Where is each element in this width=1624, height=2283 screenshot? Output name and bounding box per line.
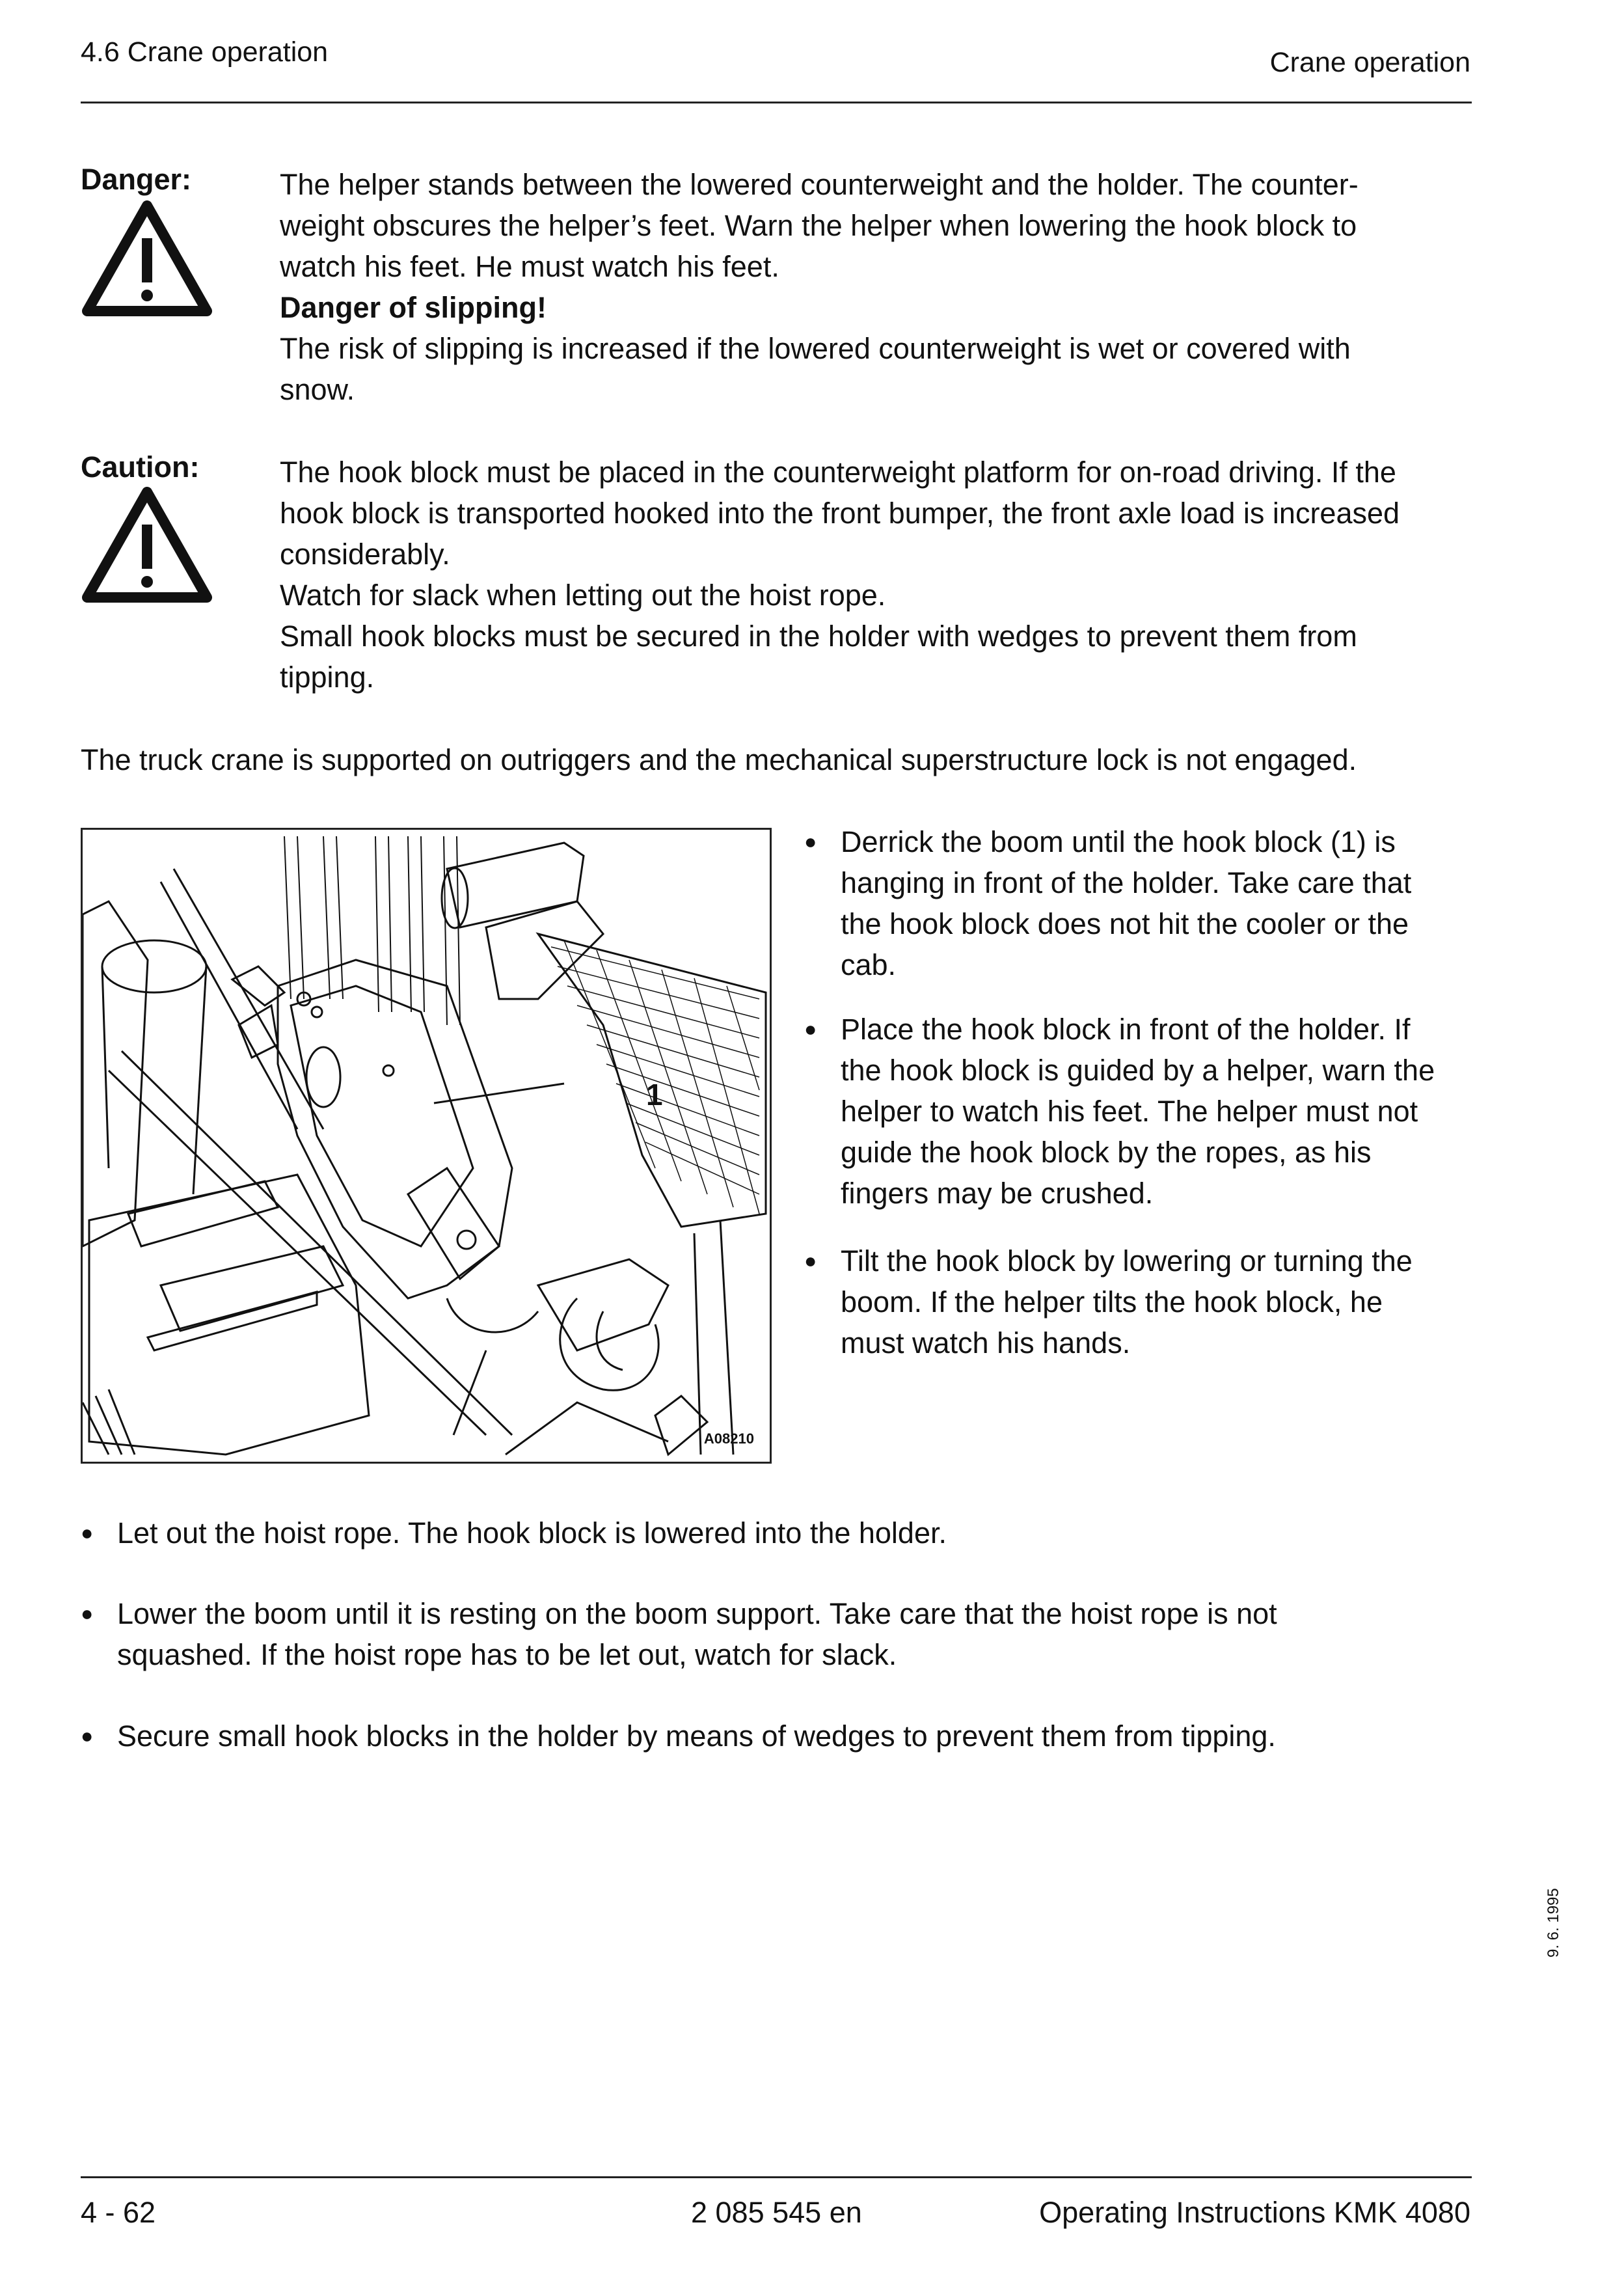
list-item [804, 1240, 1481, 1371]
list-item-line: cab. [841, 948, 897, 981]
list-item-line: Tilt the hook block by lowering or turning the [841, 1244, 1413, 1278]
caution-line: considerably. [280, 538, 450, 571]
danger-text [280, 164, 1359, 410]
caution-line: tipping. [280, 661, 375, 694]
caution-line: The hook block must be placed in the counterweight platform for on-road driving. If the [280, 456, 1396, 489]
header-title: Crane operation [1269, 47, 1470, 78]
bullet-dot-icon: ● [804, 830, 817, 853]
footer-rule [81, 2176, 1472, 2178]
list-item-line: must watch his hands. [841, 1326, 1131, 1360]
header-rule [81, 102, 1472, 103]
document-number: 2 085 545 en [691, 2196, 862, 2229]
caution-line: Watch for slack when letting out the hoist rope. [280, 579, 886, 612]
caution-line: Small hook blocks must be secured in the holder with wedges to prevent them from [280, 620, 1357, 653]
danger-line: watch his feet. He must watch his feet. [280, 250, 779, 283]
caution-text [280, 452, 1400, 698]
manual-title: Operating Instructions KMK 4080 [1039, 2196, 1470, 2229]
danger-slipping-heading: Danger of slipping! [280, 291, 547, 324]
caution-line: hook block is transported hooked into the front bumper, the front axle load is increased [280, 497, 1400, 530]
list-item-line: the hook block does not hit the cooler or the [841, 907, 1409, 940]
list-item [804, 1009, 1481, 1217]
list-item-line: Secure small hook blocks in the holder by means of wedges to prevent them from tipping. [117, 1719, 1276, 1753]
figure-callout: 1 [646, 1078, 663, 1112]
list-item-line: squashed. If the hoist rope has to be let out, watch for slack. [117, 1638, 897, 1671]
figure-id: A08210 [703, 1430, 754, 1447]
page-number: 4 - 62 [81, 2196, 156, 2229]
danger-line: weight obscures the helper’s feet. Warn the helper when lowering the hook block to [280, 209, 1357, 242]
danger-label: Danger: [81, 163, 192, 196]
bullet-dot-icon: ● [81, 1602, 94, 1625]
list-item [804, 821, 1481, 991]
list-item-line: fingers may be crushed. [841, 1177, 1154, 1210]
revision-date: 9. 6. 1995 [1545, 1888, 1562, 1958]
bullet-dot-icon: ● [804, 1249, 817, 1272]
list-item-line: Let out the hoist rope. The hook block is lowered into the holder. [117, 1516, 947, 1550]
hook-block-illustration [83, 830, 770, 1462]
list-item [81, 1512, 1473, 1558]
danger-line: The risk of slipping is increased if the lowered counterweight is wet or covered with [280, 332, 1351, 365]
bullet-dot-icon: ● [804, 1017, 817, 1041]
warning-triangle-icon [82, 487, 212, 604]
hook-block-figure [81, 828, 772, 1464]
list-item [81, 1716, 1473, 1761]
list-item-line: boom. If the helper tilts the hook block, he [841, 1285, 1383, 1319]
danger-line: The helper stands between the lowered counterweight and the holder. The counter- [280, 168, 1359, 201]
list-item-line: hanging in front of the holder. Take care that [841, 866, 1412, 899]
list-item [81, 1593, 1473, 1678]
list-item-line: Place the hook block in front of the holder. If [841, 1013, 1411, 1046]
list-item-line: helper to watch his feet. The helper must not [841, 1095, 1418, 1128]
bullet-dot-icon: ● [81, 1521, 94, 1544]
list-item-line: Lower the boom until it is resting on the boom support. Take care that the hoist rope is not [117, 1597, 1277, 1630]
list-item-line: guide the hook block by the ropes, as his [841, 1136, 1372, 1169]
danger-line: snow. [280, 373, 355, 406]
warning-triangle-icon [82, 200, 212, 318]
intro-text: The truck crane is supported on outriggers and the mechanical superstructure lock is not engaged. [81, 743, 1357, 776]
caution-label: Caution: [81, 450, 200, 484]
header-section: 4.6 Crane operation [81, 36, 329, 68]
bullet-dot-icon: ● [81, 1724, 94, 1747]
list-item-line: the hook block is guided by a helper, warn the [841, 1054, 1435, 1087]
list-item-line: Derrick the boom until the hook block (1) is [841, 825, 1396, 858]
